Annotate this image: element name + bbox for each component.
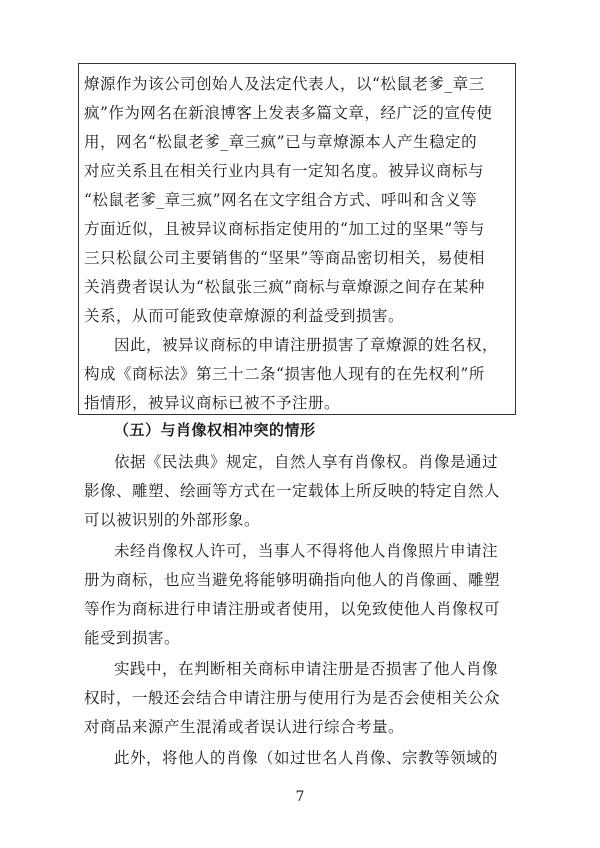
boxed-line: 对应关系且在相关行业内具有一定知名度。被异议商标与 [84, 162, 485, 180]
boxed-line: 因此，被异议商标的申请注册损害了章燎源的姓名权， [114, 336, 499, 354]
body-line: 能受到损害。 [84, 629, 181, 647]
body-line: 权时，一般还会结合申请注册与使用行为是否会使相关公众 [84, 689, 501, 707]
boxed-line: 构成《商标法》第三十二条“损害他人现有的在先权利”所 [84, 365, 485, 383]
page-number: 7 [295, 789, 305, 805]
boxed-line: 三只松鼠公司主要销售的“坚果”等商品密切相关，易使相 [84, 249, 485, 267]
boxed-line: 燎源作为该公司创始人及法定代表人，以“松鼠老爹_章三 [84, 75, 485, 93]
boxed-line: 关消费者误认为“松鼠张三疯”商标与章燎源之间存在某种 [84, 278, 485, 296]
body-line: 影像、雕塑、绘画等方式在一定载体上所反映的特定自然人 [84, 482, 501, 500]
body-line: 此外，将他人的肖像（如过世名人肖像、宗教等领域的 [114, 749, 499, 767]
body-line: 册为商标，也应当避免将能够明确指向他人的肖像画、雕塑 [84, 571, 501, 589]
boxed-line: 方面近似，且被异议商标指定使用的“加工过的坚果”等与 [84, 220, 485, 238]
boxed-line: 关系，从而可能致使章燎源的利益受到损害。 [84, 307, 405, 325]
boxed-line: 指情形，被异议商标已被不予注册。 [84, 394, 341, 412]
body-line: 实践中，在判断相关商标申请注册是否损害了他人肖像 [114, 660, 499, 678]
section-heading: （五）与肖像权相冲突的情形 [114, 421, 316, 439]
body-line: 依据《民法典》规定，自然人享有肖像权。肖像是通过 [114, 453, 499, 471]
body-line: 对商品来源产生混淆或者误认进行综合考量。 [84, 718, 405, 736]
body-line: 等作为商标进行申请注册或者使用，以免致使他人肖像权可 [84, 600, 501, 618]
boxed-line: 用，网名“松鼠老爹_章三疯”已与章燎源本人产生稳定的 [84, 133, 478, 151]
boxed-line: “松鼠老爹_章三疯”网名在文字组合方式、呼叫和含义等 [84, 191, 478, 209]
boxed-line: 疯”作为网名在新浪博客上发表多篇文章，经广泛的宣传使 [84, 104, 493, 122]
body-line: 可以被识别的外部形象。 [84, 511, 261, 529]
body-line: 未经肖像权人许可，当事人不得将他人肖像照片申请注 [114, 542, 499, 560]
